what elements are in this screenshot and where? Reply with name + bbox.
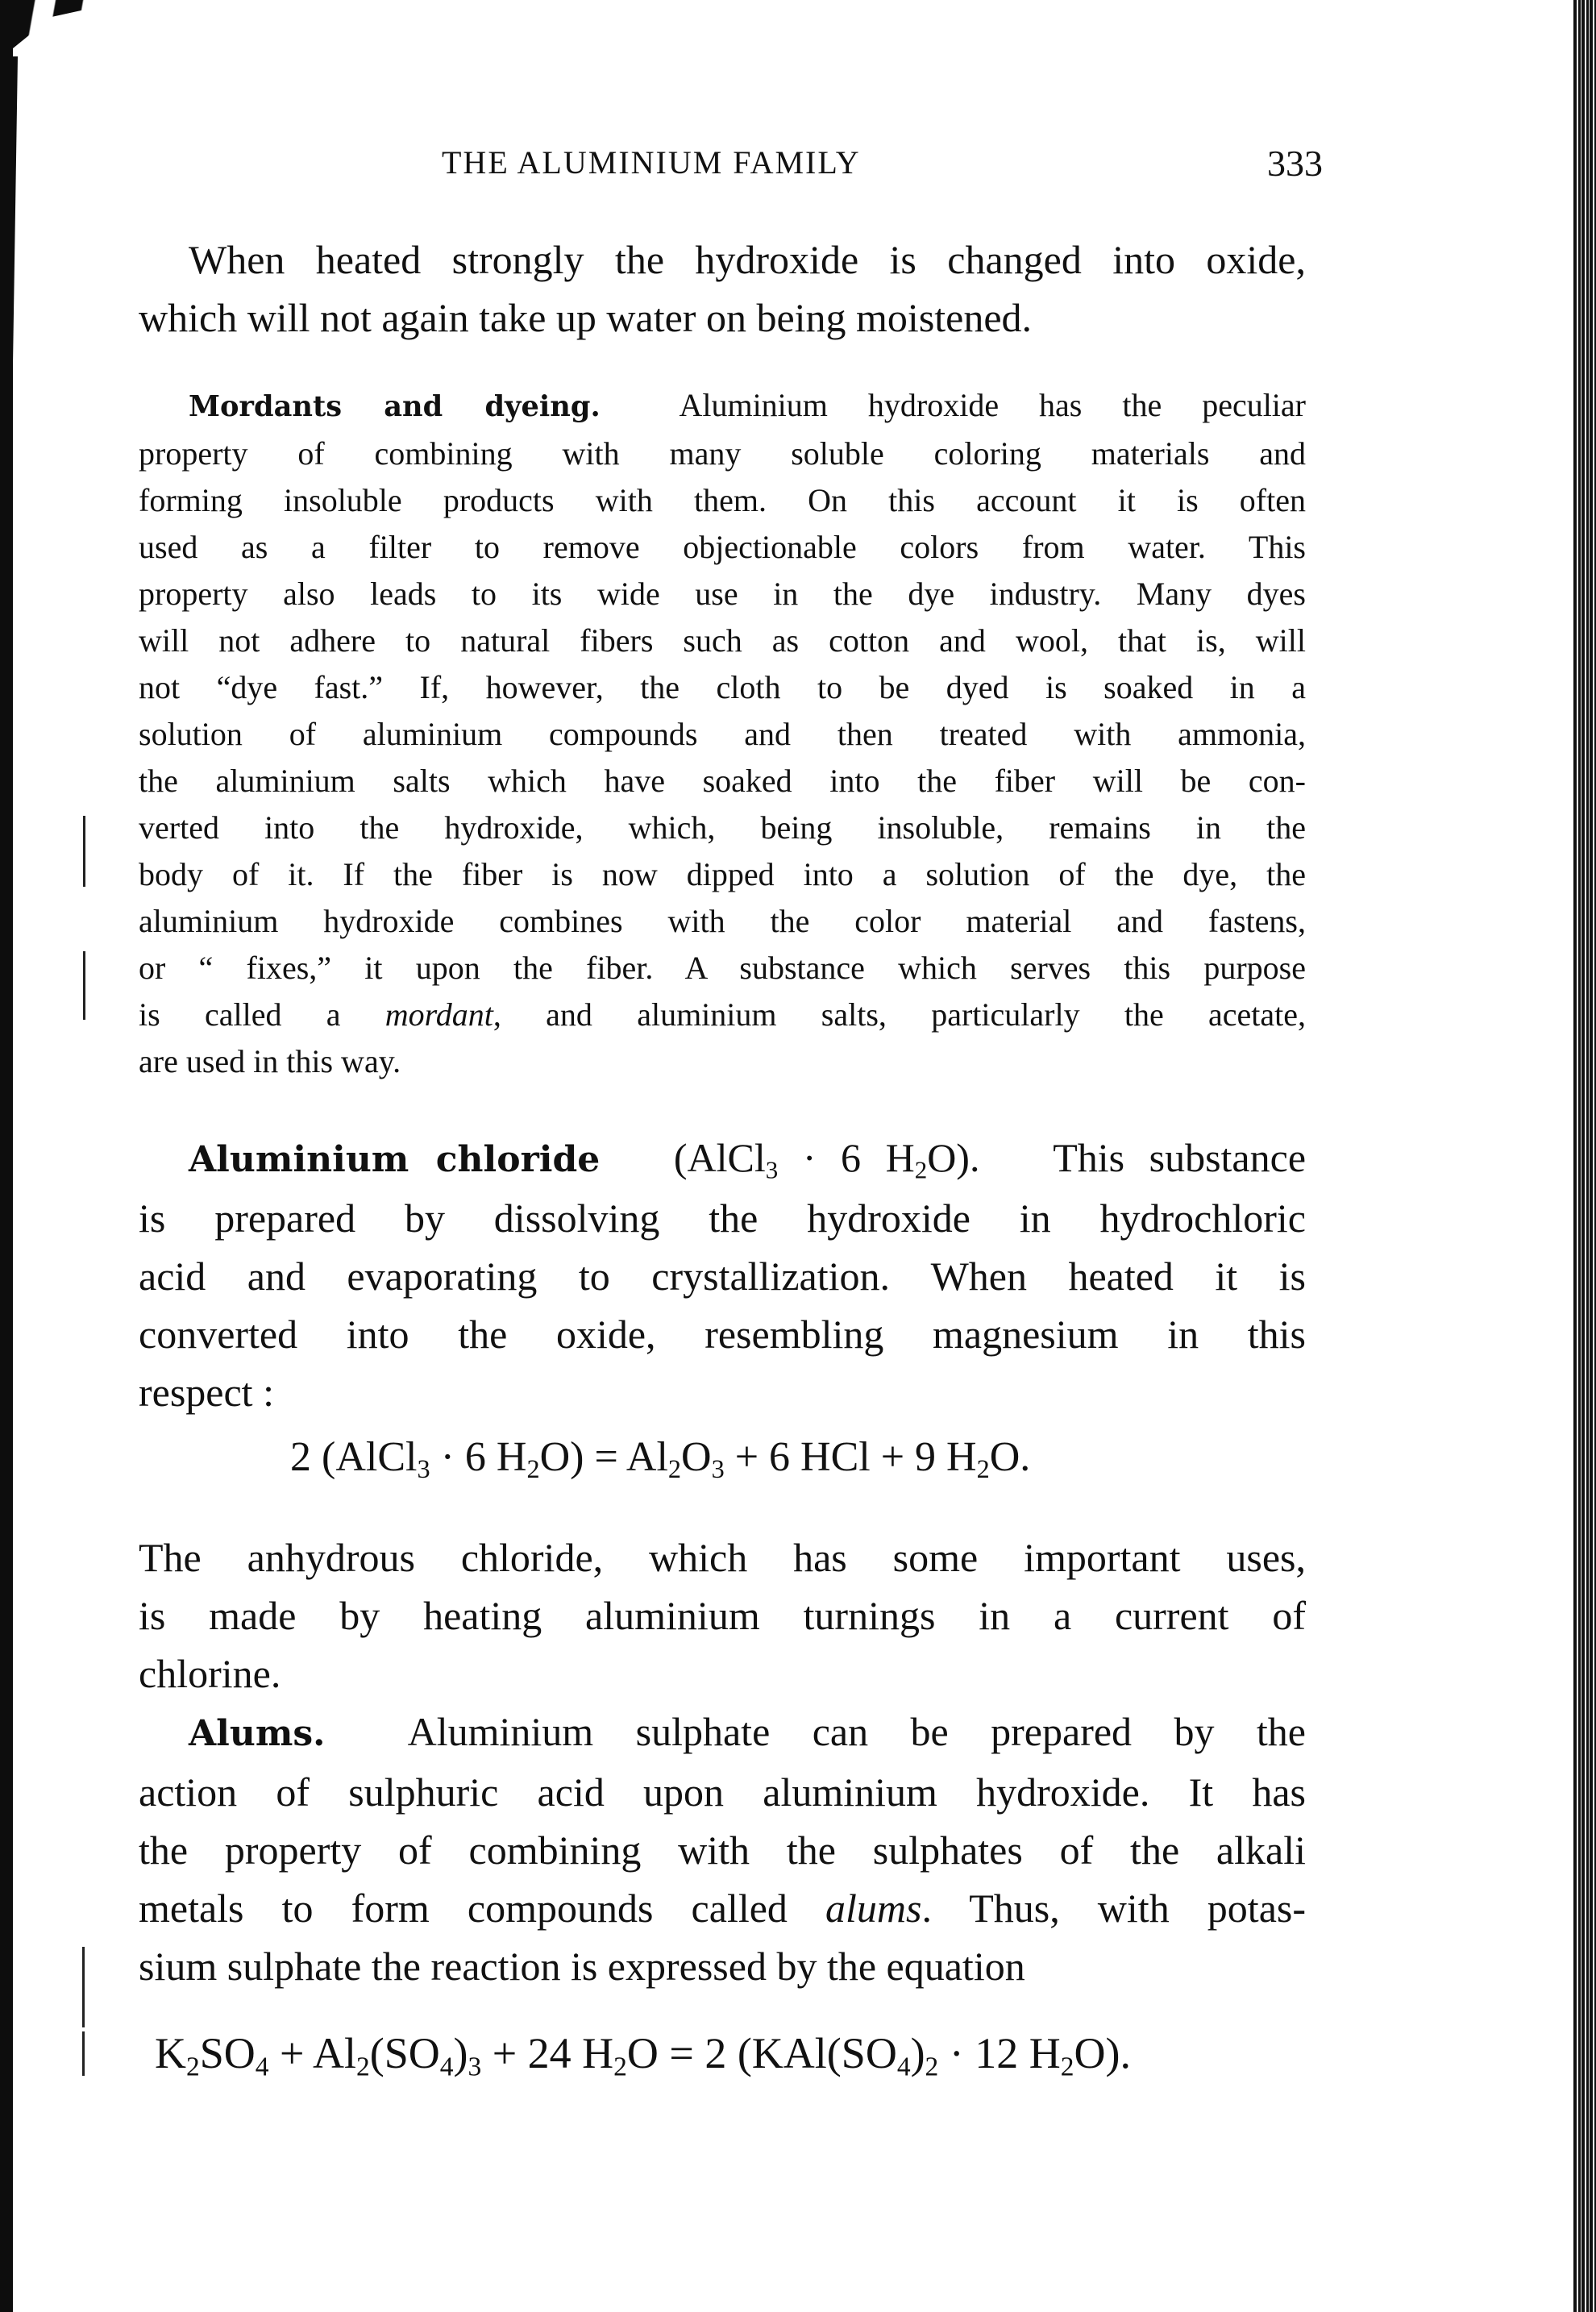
equation-subscript: 2 (667, 1454, 682, 1484)
text-line: or “ fixes,” it upon the fiber. A substance which serves this purpose (139, 950, 1306, 986)
section-heading-mordants: Mordants and dyeing. (189, 390, 601, 423)
equation-subscript: 3 (711, 1454, 725, 1484)
text-line (139, 1879, 1306, 1937)
equation-subscript: 2 (355, 2052, 370, 2082)
text-line: is prepared by dissolving the hydroxide in hydrochloric (139, 1196, 1306, 1241)
page-edges-right (1573, 0, 1596, 2312)
equation-term: 2 (AlCl (290, 1434, 418, 1480)
equation-term: SO (199, 2029, 256, 2077)
text-line: When heated strongly the hydroxide is changed into oxide, (189, 237, 1306, 282)
equation-chloride-decomposition (290, 1433, 1031, 1484)
equation-subscript: 4 (255, 2052, 269, 2082)
equation-term: + Al (268, 2029, 356, 2077)
text-line: forming insoluble products with them. On this account it is often (139, 482, 1306, 518)
equation-alum-formation (155, 2028, 1131, 2082)
equation-subscript: 3 (417, 1454, 430, 1484)
text-span: , and aluminium salts, particularly the acetate, (493, 996, 1306, 1033)
paragraph-mordants (139, 382, 1306, 1085)
text-span: Aluminium sulphate can be prepared by the (407, 1709, 1306, 1754)
text-line: is made by heating aluminium turnings in a current of (139, 1593, 1306, 1638)
text-line: used as a filter to remove objectionable colors from water. This (139, 529, 1306, 565)
text-line: solution of aluminium compounds and then treated with ammonia, (139, 716, 1306, 752)
paragraph-aluminium-chloride (139, 1129, 1306, 1421)
text-line: aluminium hydroxide combines with the color material and fastens, (139, 903, 1306, 939)
equation-term: ) (453, 2029, 468, 2077)
margin-mark (83, 951, 85, 1020)
text-line: acid and evaporating to crystallization. When heated it is (139, 1254, 1306, 1299)
equation-subscript: 2 (1060, 2052, 1074, 2082)
text-line: property also leads to its wide use in the dye industry. Many dyes (139, 576, 1306, 612)
equation-term: (SO (369, 2029, 440, 2077)
equation-subscript: 4 (896, 2052, 911, 2082)
equation-term: K (155, 2029, 186, 2077)
text-span: metals to form compounds called (139, 1886, 826, 1931)
text-line: the property of combining with the sulphates of the alkali (139, 1828, 1306, 1873)
binding-shadow-bulge-lower (0, 871, 11, 1048)
text-line (139, 382, 1306, 430)
margin-mark (82, 2031, 85, 2076)
text-span: This substance (1053, 1135, 1307, 1180)
text-line: The anhydrous chloride, which has some important uses, (139, 1535, 1306, 1580)
text-span: is called a (139, 996, 385, 1033)
equation-subscript: 2 (526, 1454, 540, 1484)
paragraph-anhydrous-chloride (139, 1528, 1306, 1703)
text-line: chlorine. (139, 1651, 281, 1696)
equation-term: O). (1074, 2029, 1131, 2077)
text-line: property of combining with many soluble coloring materials and (139, 435, 1306, 472)
text-line: not “dye fast.” If, however, the cloth to be dyed is soaked in a (139, 669, 1306, 705)
text-line (139, 1703, 1306, 1763)
text-line: converted into the oxide, resembling magnesium in this (139, 1312, 1306, 1357)
term-alums: alums (825, 1886, 922, 1931)
text-line: action of sulphuric acid upon aluminium hydroxide. It has (139, 1769, 1306, 1815)
equation-term: + 24 H (481, 2029, 614, 2077)
equation-subscript: 4 (439, 2052, 454, 2082)
equation-subscript: 2 (613, 2052, 627, 2082)
binding-shadow-bulge (0, 56, 18, 395)
margin-mark (82, 1947, 85, 2027)
formula-chloride: (AlCl$_3$ · 6 $H_2O$). (673, 1135, 980, 1184)
equation-term: O = 2 (KAl(SO (626, 2029, 897, 2077)
text-line: respect : (139, 1370, 274, 1415)
equation-term: · 12 H (938, 2029, 1061, 2077)
text-line: verted into the hydroxide, which, being insoluble, remains in the (139, 809, 1306, 846)
text-line: will not adhere to natural fibers such as cotton and wool, that is, will (139, 622, 1306, 659)
text-line: the aluminium salts which have soaked into the fiber will be con- (139, 763, 1306, 799)
equation-subscript: 2 (976, 1454, 990, 1484)
equation-subscript: 2 (925, 2052, 939, 2082)
equation-term: ) (910, 2029, 925, 2077)
paragraph-hydroxide-heating (139, 231, 1306, 347)
page-number: 333 (1267, 143, 1323, 184)
equation-term: + 6 HCl + 9 H (724, 1434, 977, 1480)
text-span: . Thus, with potas- (921, 1886, 1306, 1931)
section-heading-alums: Alums. (189, 1713, 326, 1754)
margin-mark (83, 816, 85, 887)
text-line (139, 1129, 1306, 1189)
equation-term: O (681, 1434, 712, 1480)
running-head (0, 143, 1596, 184)
text-line (139, 992, 1306, 1038)
equation-subscript: 3 (468, 2052, 482, 2082)
running-title: THE ALUMINIUM FAMILY (442, 144, 861, 181)
equation-term: O. (989, 1434, 1031, 1480)
text-line: are used in this way. (139, 1043, 401, 1079)
text-line: which will not again take up water on being moistened. (139, 295, 1033, 340)
equation-subscript: 2 (186, 2052, 200, 2082)
text-line: body of it. If the fiber is now dipped into a solution of the dye, the (139, 856, 1306, 892)
paragraph-alums (139, 1703, 1306, 1995)
equation-term: O) = Al (539, 1434, 668, 1480)
section-heading-chloride: Aluminium chloride (189, 1139, 601, 1180)
term-mordant: mordant (384, 996, 493, 1033)
binding-shadow-top (0, 0, 129, 48)
text-line: sium sulphate the reaction is expressed by the equation (139, 1944, 1025, 1989)
equation-term: · 6 H (430, 1434, 527, 1480)
text-span: Aluminium hydroxide has the peculiar (679, 387, 1306, 423)
